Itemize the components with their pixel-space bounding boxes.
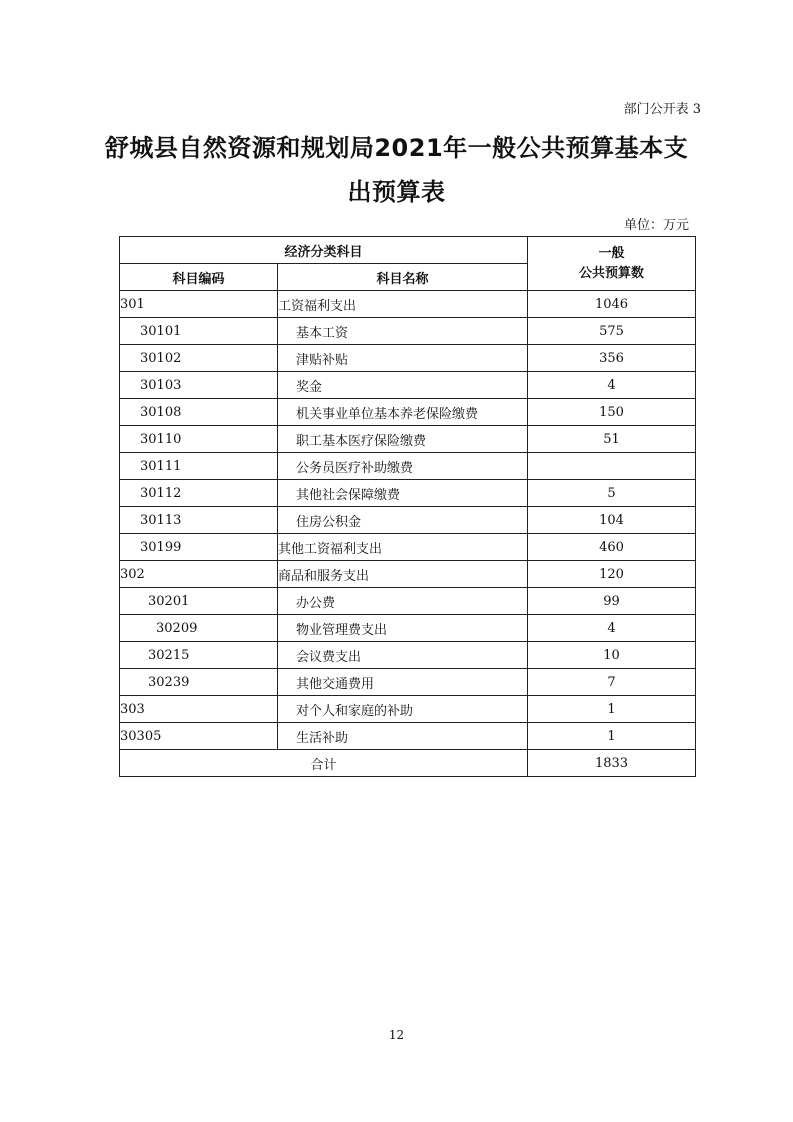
total-amount: 1833 xyxy=(528,750,696,777)
budget-amount: 150 xyxy=(528,399,696,426)
subject-code: 302 xyxy=(120,561,278,588)
subject-code: 30305 xyxy=(120,723,278,750)
budget-amount: 51 xyxy=(528,426,696,453)
subject-name: 职工基本医疗保险缴费 xyxy=(278,426,528,453)
subject-name: 机关事业单位基本养老保险缴费 xyxy=(278,399,528,426)
subject-name: 会议费支出 xyxy=(278,642,528,669)
table-row xyxy=(120,642,696,669)
budget-amount: 7 xyxy=(528,669,696,696)
page-number: 12 xyxy=(388,1028,405,1042)
total-label: 合计 xyxy=(120,750,528,777)
subject-name: 生活补助 xyxy=(278,723,528,750)
subject-code: 30103 xyxy=(120,372,278,399)
subject-code: 30112 xyxy=(120,480,278,507)
subject-name: 商品和服务支出 xyxy=(278,561,528,588)
subject-name: 其他交通费用 xyxy=(278,669,528,696)
code-column-header: 科目编码 xyxy=(120,264,278,291)
amount-header-line1: 一般 xyxy=(598,245,625,261)
table-row xyxy=(120,534,696,561)
subject-code: 30201 xyxy=(120,588,278,615)
economic-classification-header: 经济分类科目 xyxy=(120,237,528,264)
table-row xyxy=(120,561,696,588)
subject-name: 其他社会保障缴费 xyxy=(278,480,528,507)
budget-amount: 575 xyxy=(528,318,696,345)
budget-amount: 99 xyxy=(528,588,696,615)
subject-code: 30111 xyxy=(120,453,278,480)
budget-amount: 4 xyxy=(528,372,696,399)
budget-amount: 1046 xyxy=(528,291,696,318)
table-row xyxy=(120,318,696,345)
table-row xyxy=(120,453,696,480)
table-row xyxy=(120,507,696,534)
table-row xyxy=(120,426,696,453)
subject-code: 30113 xyxy=(120,507,278,534)
name-column-header: 科目名称 xyxy=(278,264,528,291)
budget-amount: 1 xyxy=(528,696,696,723)
unit-label: 单位：万元 xyxy=(623,218,689,233)
budget-amount: 5 xyxy=(528,480,696,507)
budget-amount: 356 xyxy=(528,345,696,372)
table-row xyxy=(120,372,696,399)
subject-name: 其他工资福利支出 xyxy=(278,534,528,561)
subject-code: 303 xyxy=(120,696,278,723)
subject-name: 奖金 xyxy=(278,372,528,399)
budget-amount: 120 xyxy=(528,561,696,588)
subject-name: 物业管理费支出 xyxy=(278,615,528,642)
subject-name: 津贴补贴 xyxy=(278,345,528,372)
subject-code: 30108 xyxy=(120,399,278,426)
budget-amount: 460 xyxy=(528,534,696,561)
subject-code: 30110 xyxy=(120,426,278,453)
table-row xyxy=(120,696,696,723)
page-title: 舒城县自然资源和规划局2021年一般公共预算基本支 xyxy=(104,134,689,162)
table-row xyxy=(120,399,696,426)
form-label: 部门公开表 3 xyxy=(623,102,701,117)
budget-amount: 10 xyxy=(528,642,696,669)
subject-code: 30209 xyxy=(120,615,278,642)
subject-name: 工资福利支出 xyxy=(278,291,528,318)
amount-column-header xyxy=(528,237,696,291)
budget-amount: 4 xyxy=(528,615,696,642)
subject-code: 30102 xyxy=(120,345,278,372)
budget-amount: 104 xyxy=(528,507,696,534)
subject-code: 30215 xyxy=(120,642,278,669)
total-row xyxy=(120,750,696,777)
subject-code: 301 xyxy=(120,291,278,318)
table-row xyxy=(120,345,696,372)
table-row xyxy=(120,669,696,696)
budget-amount xyxy=(528,453,696,480)
budget-amount: 1 xyxy=(528,723,696,750)
budget-table xyxy=(119,236,696,777)
subject-name: 公务员医疗补助缴费 xyxy=(278,453,528,480)
subject-code: 30239 xyxy=(120,669,278,696)
subject-code: 30199 xyxy=(120,534,278,561)
subject-name: 办公费 xyxy=(278,588,528,615)
table-row xyxy=(120,615,696,642)
subject-name: 对个人和家庭的补助 xyxy=(278,696,528,723)
page-title-continued: 出预算表 xyxy=(347,178,446,206)
subject-name: 住房公积金 xyxy=(278,507,528,534)
subject-name: 基本工资 xyxy=(278,318,528,345)
subject-code: 30101 xyxy=(120,318,278,345)
amount-header-line2: 公共预算数 xyxy=(579,265,645,281)
table-row xyxy=(120,588,696,615)
table-row xyxy=(120,480,696,507)
table-row xyxy=(120,291,696,318)
table-row xyxy=(120,723,696,750)
